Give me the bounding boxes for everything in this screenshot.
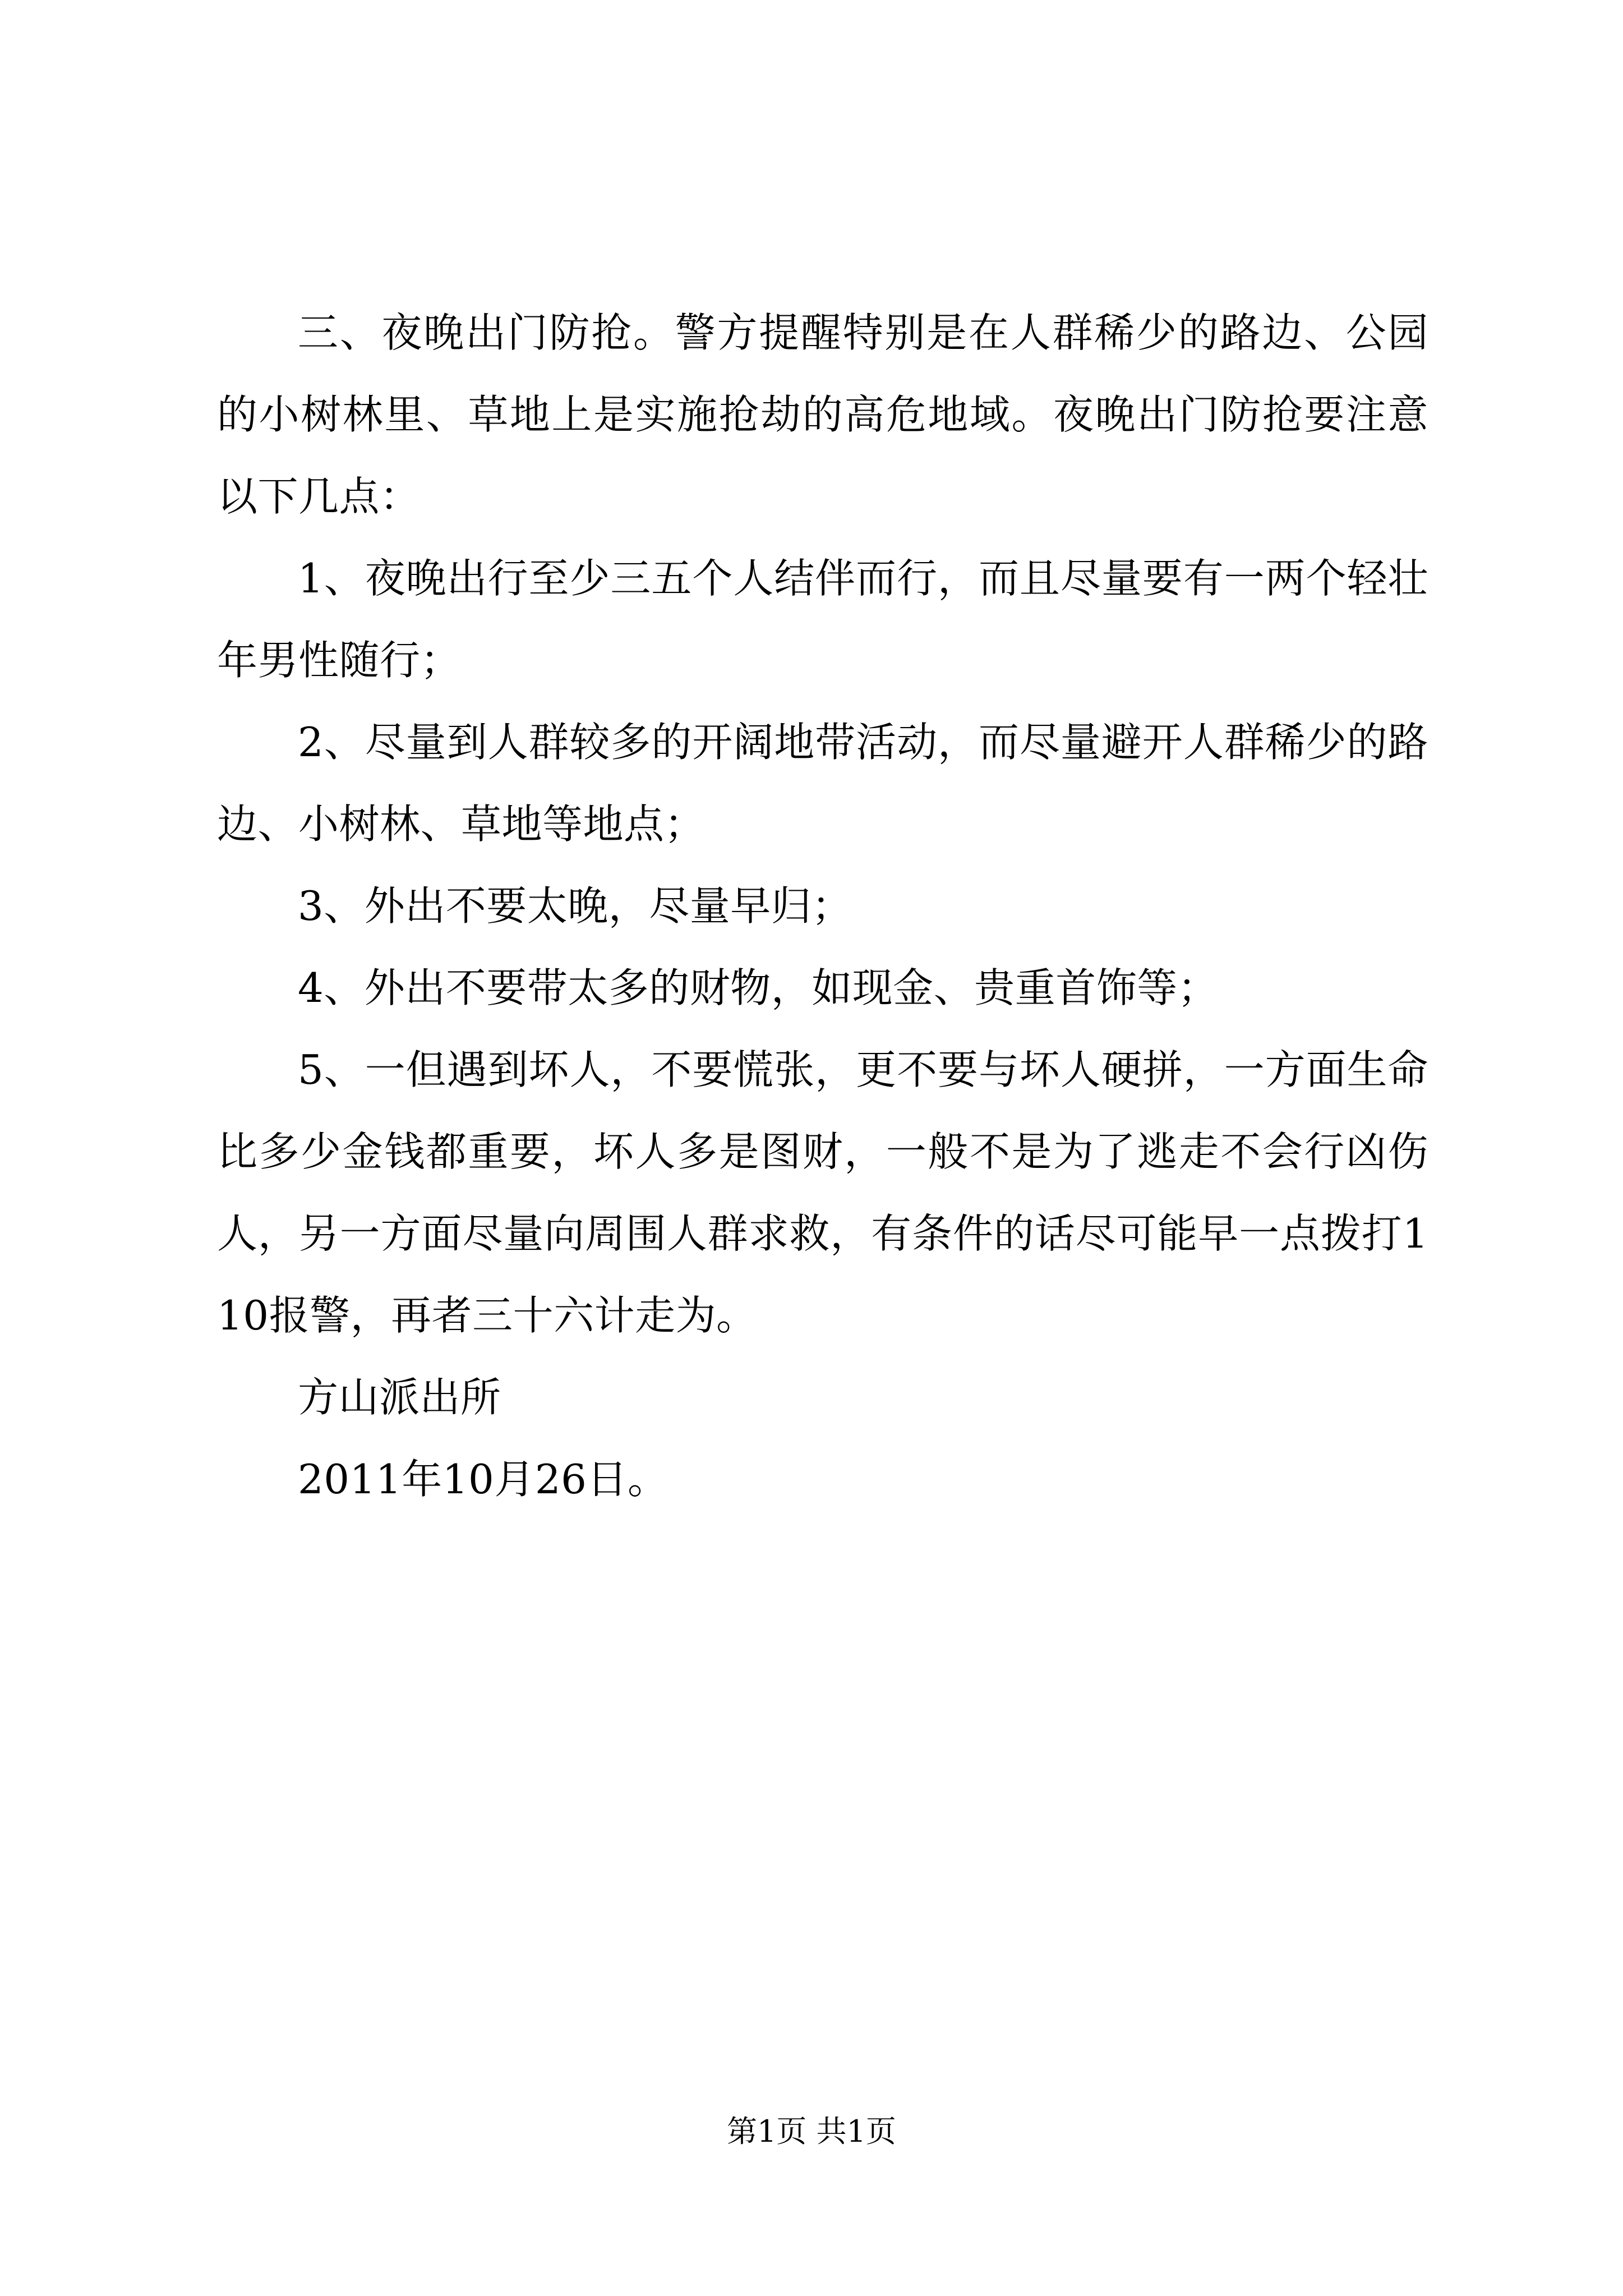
page-footer: 第1页 共1页 <box>727 2114 896 2149</box>
paragraph-item-3: 3、外出不要太晚，尽量早归； <box>298 882 852 930</box>
paragraph-item-2: 2、尽量到人群较多的开阔地带活动，而尽量避开人群稀少的路边、小树林、草地等地点； <box>217 719 1428 848</box>
paragraph-item-1: 1、夜晚出行至少三五个人结伴而行，而且尽量要有一两个轻壮年男性随行； <box>217 555 1428 684</box>
paragraph-section-three: 三、夜晚出门防抢。警方提醒特别是在人群稀少的路边、公园的小树林里、草地上是实施抢劫的高危地域。夜晚出门防抢要注意以下几点： <box>217 309 1428 520</box>
signature-date: 2011年10月26日。 <box>298 1456 668 1503</box>
paragraph-item-4: 4、外出不要带太多的财物，如现金、贵重首饰等； <box>298 964 1219 1011</box>
signature-organization: 方山派出所 <box>298 1374 501 1421</box>
document-body <box>217 292 1428 1520</box>
paragraph-item-5: 5、一但遇到坏人，不要慌张，更不要与坏人硬拼，一方面生命比多少金钱都重要，坏人多是图财，一般不是为了逃走不会行凶伤人，另一方面尽量向周围人群求救，有条件的话尽可能早一点拨打110报警，再者三十六计走为。 <box>217 1046 1428 1339</box>
